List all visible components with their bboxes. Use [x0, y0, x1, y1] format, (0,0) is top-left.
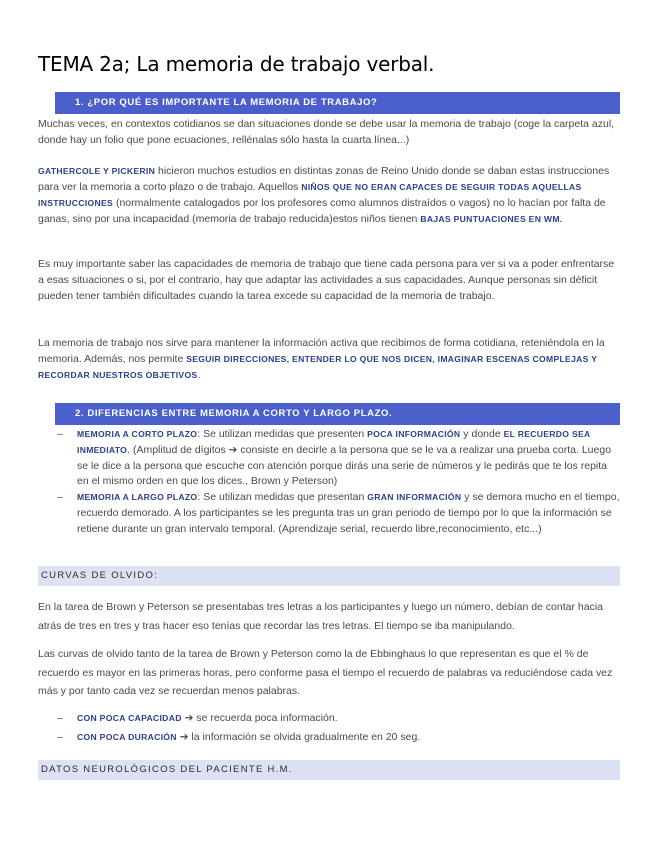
text-run: ➔ se recuerda poca información. — [181, 712, 338, 724]
paragraph-4 — [38, 335, 620, 383]
section-heading-1: 1. ¿POR QUÉ ES IMPORTANTE LA MEMORIA DE TRABAJO? — [55, 92, 620, 114]
list-item — [57, 730, 620, 746]
section-heading-curvas: CURVAS DE OLVIDO: — [38, 566, 620, 586]
list-item — [57, 427, 620, 490]
paragraph-3: Es muy importante saber las capacidades de memoria de trabajo que tiene cada persona para ver si va a poder enfrentarse a esas situaciones o si, por el contrario, hay que adaptar las actividades a sus capacidades. Aunque personas sin déficit pueden tener también dificultades cuando la tarea excede su capacidad de la memoria de trabajo. — [38, 258, 615, 302]
section-heading-2: 2. DIFERENCIAS ENTRE MEMORIA A CORTO Y LARGO PLAZO. — [55, 403, 620, 425]
paragraph-1: Muchas veces, en contextos cotidianos se dan situaciones donde se debe usar la memoria de trabajo (coge la carpeta azul, donde hay un folio que pone ecuaciones, rellénalas sólo hasta la cuarta línea...) — [38, 118, 615, 146]
bold-term: MEMORIA A CORTO PLAZO — [77, 429, 198, 439]
paragraph-curvas-1: En la tarea de Brown y Peterson se presentabas tres letras a los participantes y luego un número, debían de contar hacia atrás de tres en tres y tras hacer eso tenías que recordar las tres letras. El tiempo se iba manipulando. — [38, 601, 604, 632]
bold-term: GRAN INFORMACIÓN — [367, 492, 462, 502]
section-heading-hm: DATOS NEUROLÓGICOS DEL PACIENTE H.M. — [38, 760, 620, 780]
dash-bullet: – — [57, 428, 63, 440]
text-run: (normalmente catalogados por los profesores como alumnos distraídos o vagos) no lo hacían por falta de ganas, sino por una incapacidad (memoria de trabajo reducida)estos niños tienen — [38, 197, 606, 225]
text-run: : Se utilizan medidas que presentan — [197, 491, 368, 503]
bold-term: MEMORIA A LARGO PLAZO — [77, 492, 198, 502]
text-run: hicieron muchos estudios en distintas zonas de Reino Unido donde se daban estas instrucciones para ver la memoria a corto plazo o de trabajo. Aquellos — [38, 165, 610, 193]
text-run: La memoria de trabajo nos sirve para mantener la información activa que recibimos de forma cotidiana, reteniéndola en la memoria. Además, nos permite — [38, 337, 605, 365]
bold-term: CON POCA CAPACIDAD — [77, 713, 182, 723]
paragraph-2 — [38, 163, 620, 227]
dash-bullet: – — [57, 491, 63, 503]
bold-term: BAJAS PUNTUACIONES EN WM. — [420, 214, 563, 224]
bold-term: EL RECUERDO SEA INMEDIATO — [77, 429, 591, 455]
bold-term: POCA INFORMACIÓN — [367, 429, 461, 439]
bold-term: GATHERCOLE Y PICKERIN — [38, 166, 156, 176]
text-run: y se demora mucho en el tiempo, recuerdo demorado. A los participantes se les pregunta tras un gran periodo de tiempo por lo que la información se retiene durante un gran intervalo temporal. (Aprendizaje serial, recuerdo libre,reconocimiento, etc...) — [77, 491, 620, 535]
text-run: . (Amplitud de dígitos ➔ consiste en decirle a la persona que se le va a realizar una prueba corta. Luego se le dice a la persona que escuche con atención porque dirás una serie de números y le pedirás que te los repita en el mismo orden en que los dices., Brown y Peterson) — [77, 443, 612, 488]
page-title: TEMA 2a; La memoria de trabajo verbal. — [38, 52, 435, 76]
text-run: ➔ la información se olvida gradualmente en 20 seg. — [176, 731, 421, 743]
dash-bullet: – — [57, 712, 63, 724]
dash-bullet: – — [57, 731, 63, 743]
bold-term: SEGUIR DIRECCIONES, ENTENDER LO QUE NOS DICEN, IMAGINAR ESCENAS COMPLEJAS Y RECORDAR NUESTROS OBJETIVOS — [38, 354, 598, 380]
text-run: . — [197, 369, 201, 381]
bold-term: CON POCA DURACIÓN — [77, 732, 177, 742]
list-item — [57, 490, 620, 537]
list-item — [57, 711, 620, 727]
paragraph-curvas-2: Las curvas de olvido tanto de la tarea de Brown y Peterson como la de Ebbinghaus lo que representan es que el % de recuerdo es mayor en las primeras horas, pero conforme pasa el tiempo el recuerdo de palabras va reduciéndose cada vez más y por tanto cada vez se recuerdan menos palabras. — [38, 648, 613, 697]
text-run: : Se utilizan medidas que presenten — [197, 428, 368, 440]
bold-term: NIÑOS QUE NO ERAN CAPACES DE SEGUIR TODAS AQUELLAS INSTRUCCIONES — [38, 182, 582, 208]
text-run: y donde — [460, 428, 504, 440]
